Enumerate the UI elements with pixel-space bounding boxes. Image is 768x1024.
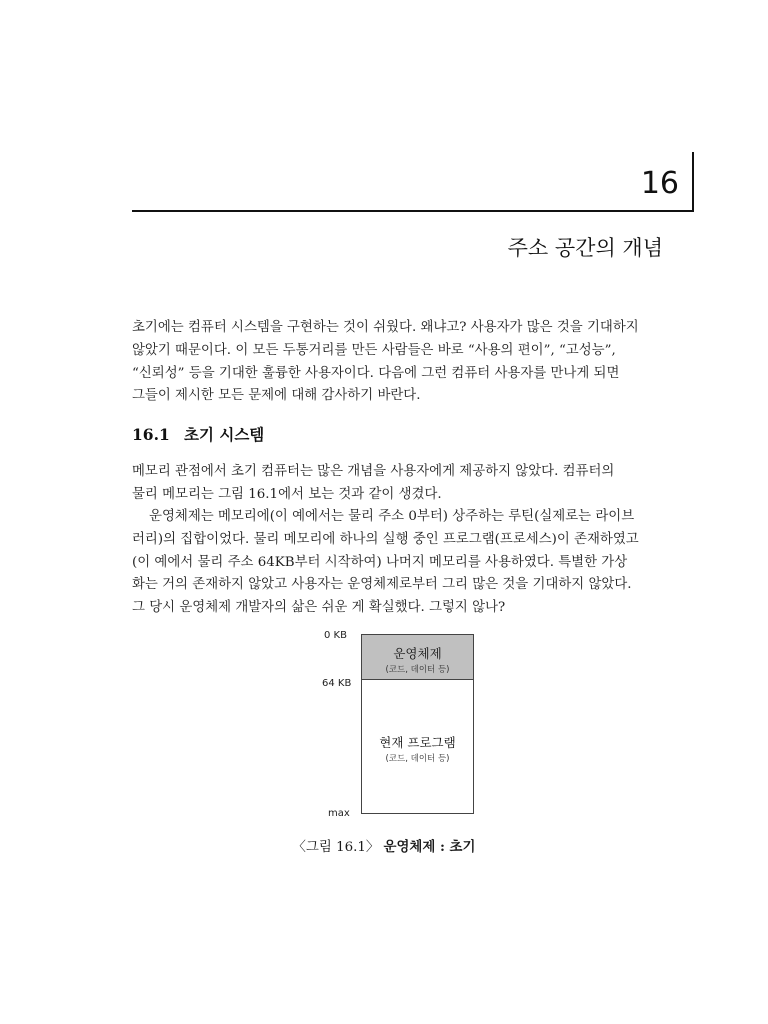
paragraph-line: 물리 메모리는 그림 16.1에서 보는 것과 같이 생겼다. — [132, 486, 442, 502]
chapter-vertical-rule — [692, 152, 694, 212]
section-heading — [132, 423, 264, 445]
paragraph-line: (이 예에서 물리 주소 64KB부터 시작하여) 나머지 메모리를 사용하였다. 특별한 가상 — [132, 554, 628, 570]
chapter-number: 16 — [640, 166, 679, 201]
address-label-64kb: 64 KB — [322, 678, 352, 689]
chapter-title: 주소 공간의 개념 — [507, 236, 663, 260]
section-number: 16.1 — [132, 425, 170, 444]
chapter-horizontal-rule — [132, 210, 694, 212]
address-label-max: max — [328, 808, 350, 819]
intro-line: 않았기 때문이다. 이 모든 두통거리를 만든 사람들은 바로 “사용의 편이”, “고성능”, — [132, 342, 616, 358]
caption-prefix: 〈그림 16.1〉 — [292, 840, 380, 855]
paragraph-line: 메모리 관점에서 초기 컴퓨터는 많은 개념을 사용자에게 제공하지 않았다. 컴퓨터의 — [132, 464, 615, 479]
intro-line: 그들이 제시한 모든 문제에 대해 감사하기 바란다. — [132, 388, 421, 404]
address-label-0kb: 0 KB — [324, 630, 347, 641]
paragraph-line: 러리)의 집합이었다. 물리 메모리에 하나의 실행 중인 프로그램(프로세스)이 존재하였고 — [132, 531, 639, 547]
memory-layout-figure — [310, 624, 490, 824]
os-block-subtitle: (코드, 데이터 등) — [385, 665, 450, 675]
body-paragraph-2 — [132, 506, 660, 620]
body-paragraph-1 — [132, 461, 660, 507]
paragraph-line: 운영체제는 메모리에(이 예에서는 물리 주소 0부터) 상주하는 루틴(실제로는 라이브 — [132, 509, 635, 524]
os-block-title: 운영체제 — [393, 646, 442, 661]
intro-paragraph — [132, 317, 660, 408]
program-block-title: 현재 프로그램 — [379, 735, 456, 750]
os-memory-block — [361, 634, 474, 680]
paragraph-line: 화는 거의 존재하지 않았고 사용자는 운영체제로부터 그리 많은 것을 기대하지 않았다. — [132, 577, 632, 593]
intro-line: “신뢰성” 등을 기대한 훌륭한 사용자이다. 다음에 그런 컴퓨터 사용자를 만나게 되면 — [132, 365, 620, 381]
program-block-subtitle: (코드, 데이터 등) — [385, 754, 450, 764]
figure-caption — [0, 836, 768, 855]
program-memory-block — [361, 679, 474, 814]
intro-line: 초기에는 컴퓨터 시스템을 구현하는 것이 쉬웠다. 왜냐고? 사용자가 많은 것을 기대하지 — [132, 320, 639, 335]
caption-title: 운영체제 : 초기 — [383, 839, 476, 855]
paragraph-line: 그 당시 운영체제 개발자의 삶은 쉬운 게 확실했다. 그렇지 않나? — [132, 600, 506, 616]
section-title: 초기 시스템 — [184, 425, 265, 444]
